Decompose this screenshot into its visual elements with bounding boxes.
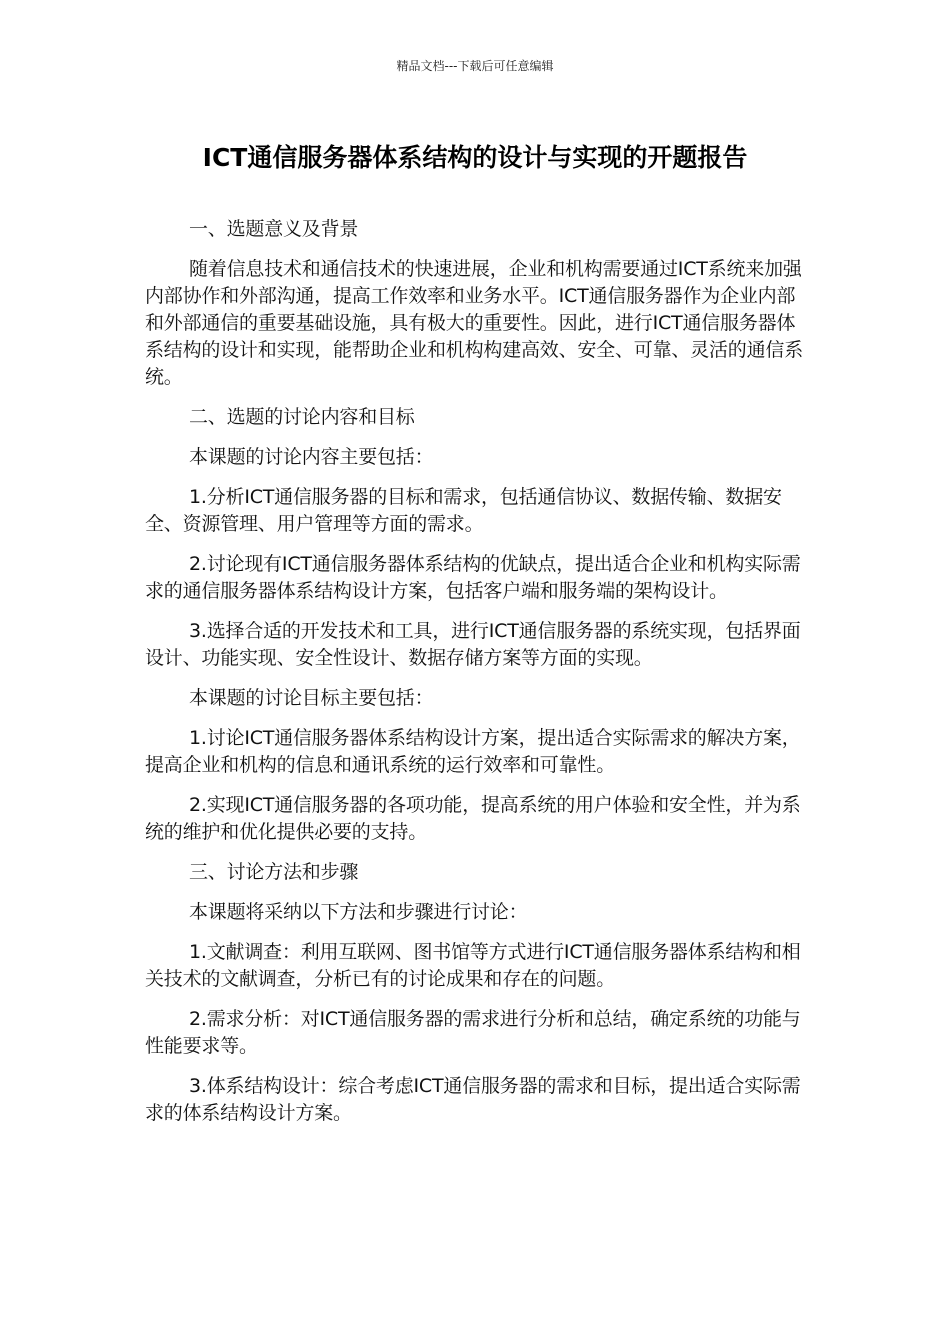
section-heading-content-goals: 二、选题的讨论内容和目标 bbox=[189, 406, 415, 428]
section-heading-methods: 三、讨论方法和步骤 bbox=[189, 861, 359, 883]
paragraph-methods-intro: 本课题将采纳以下方法和步骤进行讨论： bbox=[189, 901, 528, 923]
document-title: ICT通信服务器体系结构的设计与实现的开题报告 bbox=[202, 143, 748, 172]
list-item-content-2: 2.讨论现有ICT通信服务器体系结构的优缺点，提出适合企业和机构实际需求的通信服务器体系结构设计方案，包括客户端和服务端的架构设计。 bbox=[145, 553, 801, 602]
section-heading-background: 一、选题意义及背景 bbox=[189, 218, 359, 240]
list-item-content-1: 1.分析ICT通信服务器的目标和需求，包括通信协议、数据传输、数据安全、资源管理、用户管理等方面的需求。 bbox=[145, 486, 782, 535]
list-item-method-3: 3.体系结构设计：综合考虑ICT通信服务器的需求和目标，提出适合实际需求的体系结构设计方案。 bbox=[145, 1075, 801, 1124]
list-item-goal-2: 2.实现ICT通信服务器的各项功能，提高系统的用户体验和安全性，并为系统的维护和优化提供必要的支持。 bbox=[145, 794, 801, 843]
list-item-content-3: 3.选择合适的开发技术和工具，进行ICT通信服务器的系统实现，包括界面设计、功能实现、安全性设计、数据存储方案等方面的实现。 bbox=[145, 620, 801, 669]
list-item-goal-1: 1.讨论ICT通信服务器体系结构设计方案，提出适合实际需求的解决方案，提高企业和机构的信息和通讯系统的运行效率和可靠性。 bbox=[145, 727, 801, 776]
page-header: 精品文档---下载后可任意编辑 bbox=[396, 59, 554, 73]
list-item-method-1: 1.文献调查：利用互联网、图书馆等方式进行ICT通信服务器体系结构和相关技术的文献调查，分析已有的讨论成果和存在的问题。 bbox=[145, 941, 801, 990]
document-body bbox=[145, 216, 807, 1140]
paragraph-background: 随着信息技术和通信技术的快速进展，企业和机构需要通过ICT系统来加强内部协作和外部沟通，提高工作效率和业务水平。ICT通信服务器作为企业内部和外部通信的重要基础设施，具有极大的重要性。因此，进行ICT通信服务器体系结构的设计和实现，能帮助企业和机构构建高效、安全、可靠、灵活的通信系统。 bbox=[145, 258, 804, 388]
list-item-method-2: 2.需求分析：对ICT通信服务器的需求进行分析和总结，确定系统的功能与性能要求等。 bbox=[145, 1008, 801, 1057]
paragraph-goals-intro: 本课题的讨论目标主要包括： bbox=[189, 687, 434, 709]
paragraph-content-intro: 本课题的讨论内容主要包括： bbox=[189, 446, 434, 468]
